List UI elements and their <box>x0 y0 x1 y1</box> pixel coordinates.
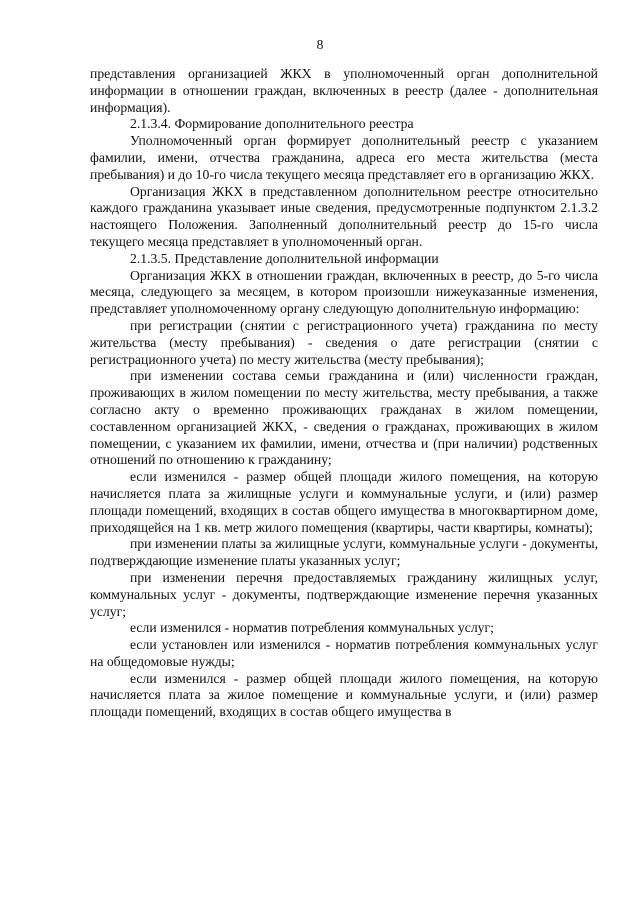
paragraph: при изменении перечня предоставляемых гражданину жилищных услуг, коммунальных услуг - документы, подтверждающие изменение перечня указанных услуг; <box>90 569 598 619</box>
section-heading: 2.1.3.4. Формирование дополнительного реестра <box>130 116 414 132</box>
paragraph: представления организацией ЖКХ в уполномоченный орган дополнительной информации в отношении граждан, включенных в реестр (далее - дополнительная информация). <box>90 66 598 115</box>
paragraph: если изменился - норматив потребления коммунальных услуг; <box>130 620 494 636</box>
paragraph: если изменился - размер общей площади жилого помещения, на которую начисляется плата за жилищные услуги и коммунальные услуги, и (или) размер площади помещений, входящих в состав общего имущества в многоквартирном доме, приходящейся на 1 кв. метр жилого помещения (квартиры, части квартиры, комнаты); <box>90 469 598 535</box>
document-body <box>90 66 598 721</box>
paragraph: при изменении состава семьи гражданина и (или) численности граждан, проживающих в жилом помещении по месту жительства, месту пребывания, а также согласно акту о временно проживающих гражданах в жилом помещении, составленном организацией ЖКХ, - сведения о гражданах, проживающих в жилом помещении, с указанием их фамилии, имени, отчества и (при наличии) родственных отношений по отношению к гражданину; <box>90 368 598 468</box>
paragraph: при изменении платы за жилищные услуги, коммунальные услуги - документы, подтверждающие изменение платы указанных услуг; <box>90 536 598 569</box>
paragraph: если изменился - размер общей площади жилого помещения, на которую начисляется плата за жилое помещение и коммунальные услуги, и (или) размер площади помещений, входящих в состав общего имущества в <box>90 670 598 720</box>
page-number: 8 <box>316 37 324 52</box>
paragraph: Организация ЖКХ в отношении граждан, включенных в реестр, до 5-го числа месяца, следующего за месяцем, в котором произошли нижеуказанные изменения, представляет уполномоченному органу следующую дополнительную информацию: <box>90 267 598 317</box>
section-heading: 2.1.3.5. Представление дополнительной информации <box>130 250 439 266</box>
paragraph: при регистрации (снятии с регистрационного учета) гражданина по месту жительства (месту пребывания) - сведения о дате регистрации (снятии с регистрационного учета) по месту жительства (месту пребывания); <box>90 317 598 367</box>
paragraph: Уполномоченный орган формирует дополнительный реестр с указанием фамилии, имени, отчества гражданина, адреса его места жительства (места пребывания) и до 10-го числа текущего месяца представляет его в организацию ЖКХ. <box>90 133 598 182</box>
paragraph: Организация ЖКХ в представленном дополнительном реестре относительно каждого гражданина указывает иные сведения, предусмотренные подпунктом 2.1.3.2 настоящего Положения. Заполненный дополнительный реестр до 15-го числа текущего месяца представляет в уполномоченный орган. <box>90 183 598 249</box>
paragraph: если установлен или изменился - норматив потребления коммунальных услуг на общедомовые нужды; <box>90 637 598 669</box>
